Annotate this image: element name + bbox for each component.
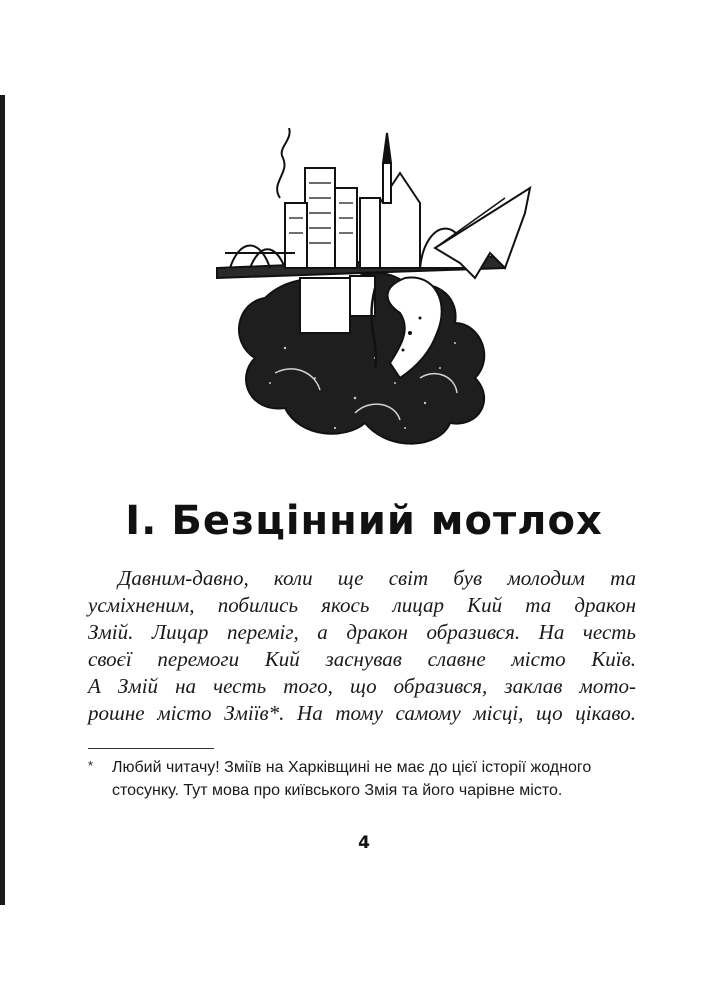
chapter-title-text: Безцінний мотлох xyxy=(171,498,603,544)
footnote-line: стосунку. Тут мова про київського Змія та його чарівне місто. xyxy=(112,782,563,799)
footnote-line: Любий читачу! Зміїв на Харківщині не має до цієї історії жодного xyxy=(112,759,592,776)
paragraph-line: усміхненим, побились якось лицар Кий та дракон xyxy=(88,593,636,617)
floating-city-dragon-illustration xyxy=(205,128,535,473)
paragraph-line: рошне місто Змiїв*. На тому самому місці, що цікаво. xyxy=(88,701,636,725)
footnote xyxy=(88,756,636,802)
footnote-divider xyxy=(88,748,214,749)
paragraph-line: Давним-давно, коли ще світ був молодим та xyxy=(118,566,636,590)
chapter-number: І. xyxy=(125,498,158,544)
paragraph-line: А Змій на честь того, що образився, заклав мото- xyxy=(88,674,636,698)
chapter-body-paragraph xyxy=(88,565,636,727)
footnote-mark: * xyxy=(88,758,94,773)
paragraph-line: своєї перемоги Кий заснував славне місто Київ. xyxy=(88,647,636,671)
page-number: 4 xyxy=(358,833,370,853)
chapter-title xyxy=(0,498,728,544)
paragraph-line: Змій. Лицар переміг, а дракон образився. На честь xyxy=(88,620,636,644)
